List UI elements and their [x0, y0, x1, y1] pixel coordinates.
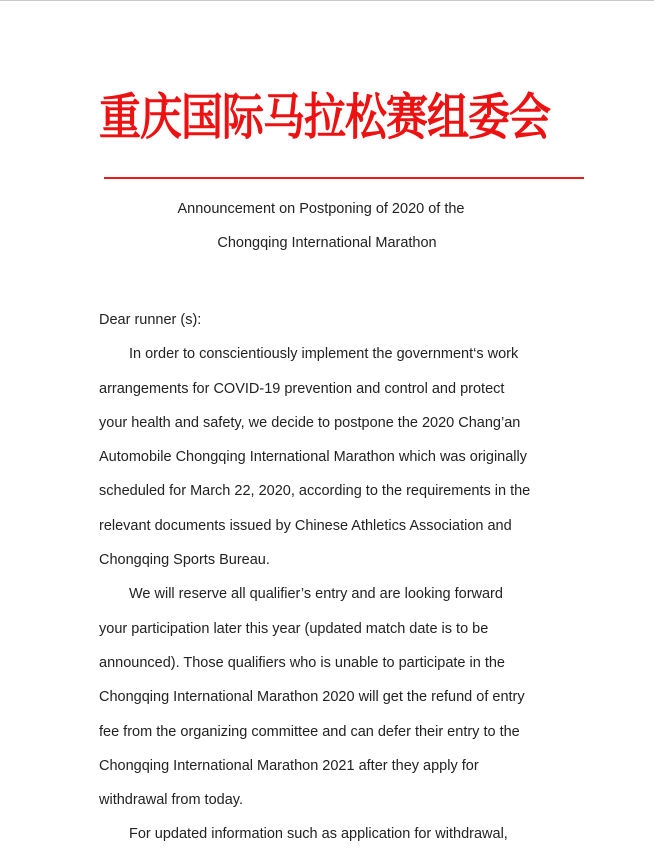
- paragraph-2-line: your participation later this year (updated match date is to be: [99, 620, 489, 637]
- paragraph-2: [99, 577, 569, 817]
- paragraph-2-line: Chongqing International Marathon 2020 will get the refund of entry: [99, 689, 525, 706]
- paragraph-2-line: Chongqing International Marathon 2021 after they apply for: [99, 757, 479, 774]
- letterhead-divider: [104, 177, 584, 179]
- paragraph-1-line: Chongqing Sports Bureau.: [99, 552, 270, 569]
- paragraph-1-line: In order to conscientiously implement the government‘s work: [129, 346, 519, 363]
- paragraph-3-line: For updated information such as application for withdrawal,: [129, 826, 508, 843]
- announcement-title-line-2: Chongqing International Marathon: [217, 235, 437, 251]
- salutation-text: Dear runner (s):: [99, 312, 202, 328]
- announcement-title-line-1: Announcement on Postponing of 2020 of the: [177, 201, 465, 217]
- salutation: [99, 303, 569, 337]
- paragraph-1-line: relevant documents issued by Chinese Athletics Association and: [99, 517, 512, 534]
- page-top-border: [0, 0, 654, 1]
- paragraph-2-line: withdrawal from today.: [99, 792, 243, 809]
- letterhead-org-name: 重庆国际马拉松赛组委会: [99, 87, 551, 146]
- paragraph-1-line: arrangements for COVID-19 prevention and control and protect: [99, 380, 505, 397]
- paragraph-2-line: We will reserve all qualifier’s entry and are looking forward: [129, 586, 503, 603]
- paragraph-1-line: scheduled for March 22, 2020, according to the requirements in the: [99, 483, 531, 500]
- paragraph-2-line: fee from the organizing committee and can defer their entry to the: [99, 723, 520, 740]
- paragraph-1-line: Automobile Chongqing International Marathon which was originally: [99, 449, 527, 466]
- announcement-body: [99, 303, 569, 852]
- paragraph-1: [99, 337, 569, 577]
- paragraph-1-line: your health and safety, we decide to postpone the 2020 Chang’an: [99, 414, 521, 431]
- paragraph-2-line: announced). Those qualifiers who is unable to participate in the: [99, 654, 505, 671]
